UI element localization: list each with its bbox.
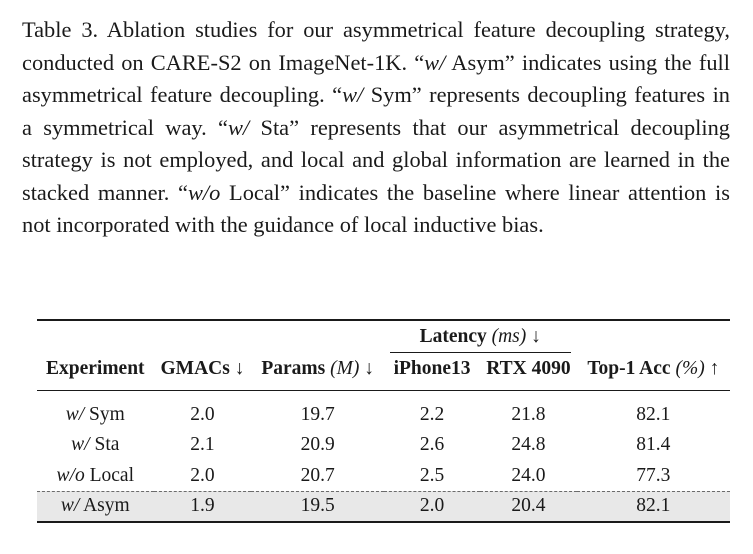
- cell-iphone13: 2.6: [419, 434, 445, 456]
- cell-gmacs: 1.9: [154, 491, 252, 522]
- header-top1-label: Top-1 Acc: [587, 358, 671, 379]
- experiment-prefix: w/: [60, 495, 80, 516]
- table-row: [37, 430, 730, 461]
- header-row-top: [37, 320, 730, 358]
- cell-rtx4090: 24.8: [511, 434, 546, 456]
- table-row-highlighted: [37, 491, 730, 522]
- caption-text: Asym” indicates using the full asymmetrical feature decoupling. “: [22, 49, 730, 107]
- table-row: [37, 461, 730, 492]
- cell-params: 19.7: [300, 404, 335, 426]
- header-rtx4090: RTX 4090: [480, 358, 576, 390]
- experiment-name: Asym: [79, 495, 130, 516]
- cell-params: 20.9: [300, 434, 335, 456]
- header-latency-unit: (ms): [491, 326, 527, 347]
- caption-italic: w/: [228, 114, 250, 140]
- header-spacer: [154, 320, 252, 358]
- experiment-name: Sym: [84, 404, 125, 426]
- caption-text: Ablation studies for our asymmetrical feature decoupling strategy, conducted on CARE-S2 on ImageNet-1K. “: [22, 17, 730, 75]
- cell-params: 20.7: [300, 464, 335, 486]
- cell-experiment: [37, 491, 154, 522]
- experiment-name: Sta: [89, 434, 120, 456]
- cell-iphone13: 2.0: [384, 491, 480, 522]
- caption-text: Sta” represents that our asymmetrical decoupling strategy is not employed, and local and global information are learned in the stacked manner. “: [22, 114, 730, 205]
- header-row: [37, 358, 730, 390]
- table-row: [37, 390, 730, 430]
- header-params-label: Params: [261, 358, 326, 379]
- header-top1: [577, 358, 730, 390]
- cell-rtx4090: 21.8: [511, 404, 546, 426]
- ablation-table: [37, 319, 730, 523]
- header-spacer: [251, 320, 383, 358]
- header-spacer: [577, 320, 730, 358]
- caption-text: Local” indicates the baseline where linear attention is not incorporated with the guidance of local inductive bias.: [22, 179, 730, 237]
- cell-top1: 77.3: [636, 464, 671, 486]
- cell-top1: 81.4: [636, 434, 671, 456]
- cell-gmacs: 2.0: [190, 464, 215, 486]
- header-experiment: Experiment: [37, 358, 154, 390]
- caption-italic: w/: [424, 49, 446, 75]
- cell-top1: 82.1: [577, 491, 730, 522]
- cell-experiment: [37, 390, 154, 430]
- cell-gmacs: 2.1: [190, 434, 215, 456]
- down-arrow-icon: ↓: [531, 326, 541, 347]
- cell-experiment: [37, 430, 154, 461]
- cell-params: 19.5: [251, 491, 383, 522]
- caption-label: Table 3.: [22, 17, 99, 42]
- down-arrow-icon: ↓: [364, 358, 374, 379]
- cell-rtx4090: 24.0: [511, 464, 546, 486]
- header-latency-label: Latency: [419, 326, 487, 347]
- header-params-unit: (M): [330, 358, 360, 379]
- caption-text: Sym” represents decoupling features in a symmetrical way. “: [22, 82, 730, 140]
- cell-gmacs: 2.0: [190, 404, 215, 426]
- experiment-prefix: w/o: [56, 464, 85, 486]
- cell-rtx4090: 20.4: [480, 491, 576, 522]
- header-top1-unit: (%): [675, 358, 705, 379]
- caption-italic: w/: [342, 82, 364, 107]
- header-params: [251, 358, 383, 390]
- header-iphone13: iPhone13: [384, 358, 480, 390]
- experiment-prefix: w/: [65, 404, 85, 426]
- experiment-name: Local: [84, 464, 134, 486]
- header-spacer: [37, 320, 154, 358]
- cell-iphone13: 2.5: [419, 464, 445, 486]
- header-latency: [384, 320, 577, 358]
- header-gmacs: [154, 358, 252, 390]
- cell-experiment: [37, 461, 154, 492]
- caption-italic: w/o: [187, 179, 221, 205]
- table-caption: [22, 14, 730, 242]
- cell-top1: 82.1: [636, 404, 671, 426]
- cell-iphone13: 2.2: [419, 404, 445, 426]
- up-arrow-icon: ↑: [709, 358, 720, 379]
- experiment-prefix: w/: [71, 434, 90, 456]
- down-arrow-icon: ↓: [234, 358, 245, 379]
- header-gmacs-label: GMACs: [160, 358, 230, 379]
